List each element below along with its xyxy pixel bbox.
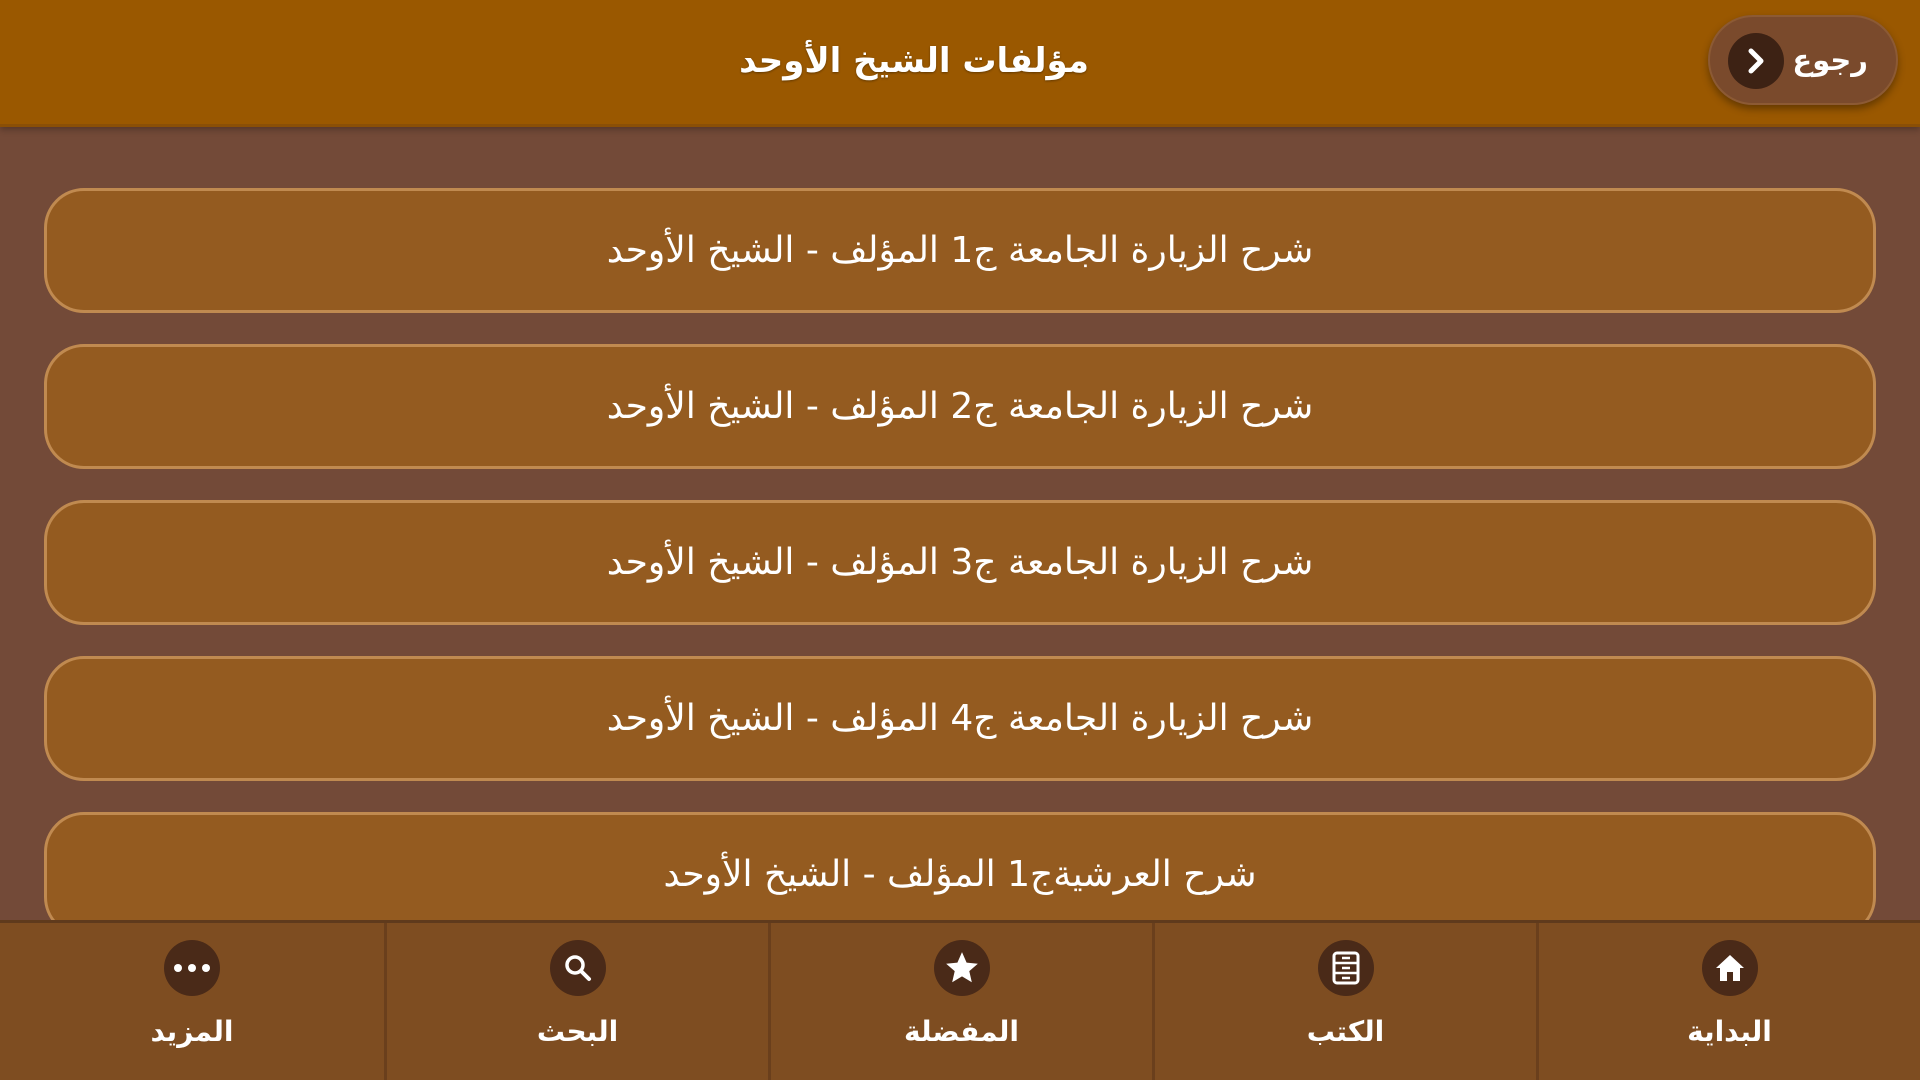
- nav-item-books[interactable]: [1152, 923, 1536, 1080]
- nav-item-favorites[interactable]: [768, 923, 1152, 1080]
- list-item-label: شرح الزيارة الجامعة ج3 المؤلف - الشيخ الأوحد: [606, 542, 1314, 583]
- list-item[interactable]: [44, 344, 1876, 469]
- list-item-label: شرح الزيارة الجامعة ج1 المؤلف - الشيخ الأوحد: [606, 230, 1314, 271]
- list-item[interactable]: [44, 500, 1876, 625]
- bottom-nav-bar: [0, 920, 1920, 1080]
- search-icon: [550, 940, 606, 996]
- list-item[interactable]: [44, 188, 1876, 313]
- star-icon: [934, 940, 990, 996]
- nav-item-label: المزيد: [150, 1015, 234, 1048]
- home-icon: [1702, 940, 1758, 996]
- back-button-label: رجوع: [1792, 43, 1868, 77]
- more-icon: [164, 940, 220, 996]
- list-item[interactable]: [44, 656, 1876, 781]
- list-item[interactable]: [44, 812, 1876, 937]
- nav-item-more[interactable]: [0, 923, 384, 1080]
- list-item-label: شرح الزيارة الجامعة ج2 المؤلف - الشيخ الأوحد: [606, 386, 1314, 427]
- nav-item-home[interactable]: [1536, 923, 1920, 1080]
- nav-item-label: المفضلة: [903, 1015, 1020, 1048]
- header-bar: [0, 0, 1920, 127]
- books-icon: [1318, 940, 1374, 996]
- list-item-label: شرح الزيارة الجامعة ج4 المؤلف - الشيخ الأوحد: [606, 698, 1314, 739]
- nav-item-search[interactable]: [384, 923, 768, 1080]
- page-title: مؤلفات الشيخ الأوحد: [739, 41, 1089, 81]
- back-button[interactable]: [1708, 15, 1898, 105]
- list-item-label: شرح العرشيةج1 المؤلف - الشيخ الأوحد: [663, 854, 1257, 895]
- nav-item-label: البحث: [536, 1015, 619, 1048]
- chevron-right-icon: [1728, 33, 1784, 89]
- nav-item-label: الكتب: [1306, 1015, 1385, 1048]
- nav-item-label: البداية: [1687, 1015, 1772, 1048]
